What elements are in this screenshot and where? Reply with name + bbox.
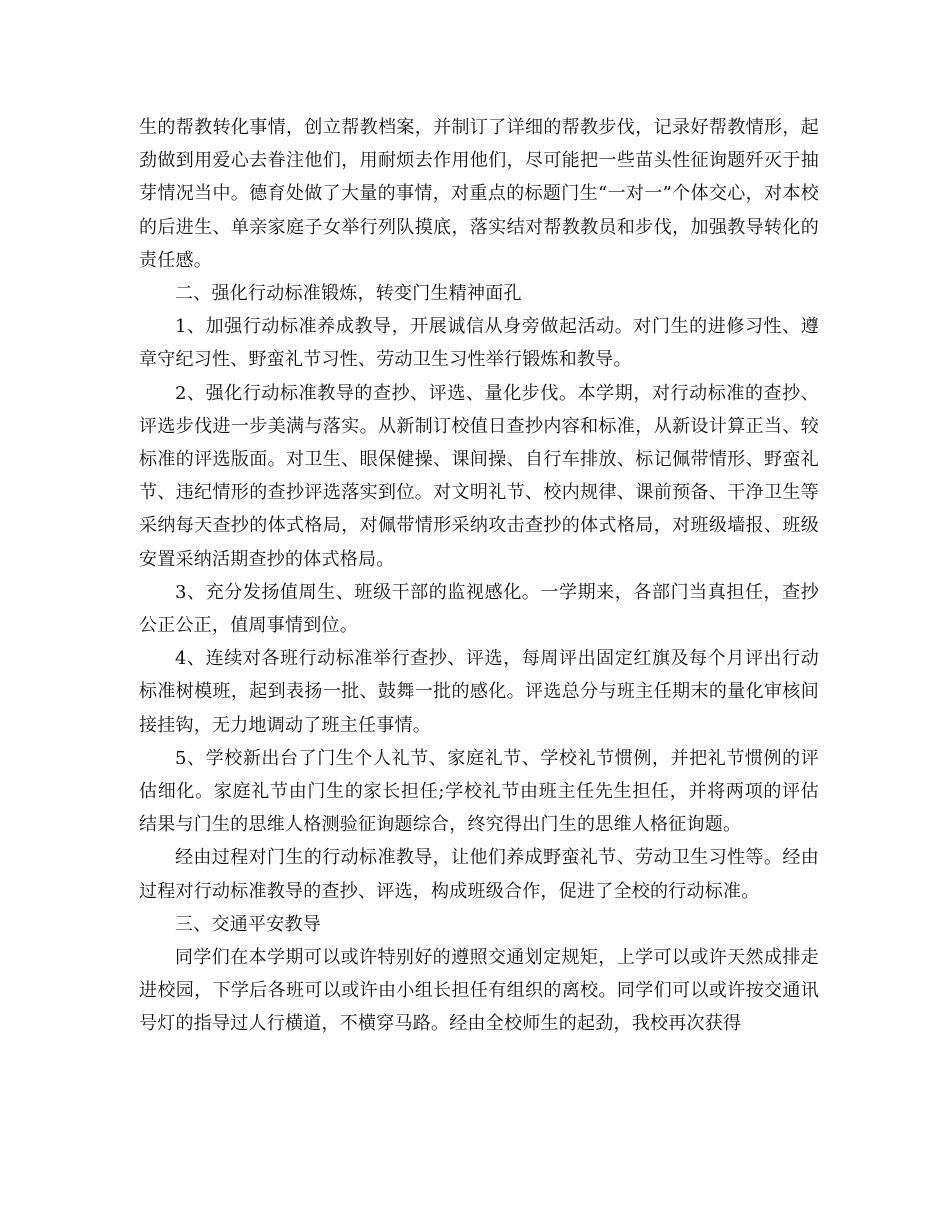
paragraph-item-2: 2、强化行动标准教导的查抄、评选、量化步伐。本学期，对行动标准的查抄、评选步伐进一步美满与落实。从新制订校值日查抄内容和标准，从新设计算正当、较标准的评选版面。对卫生、眼保健操、课间操、自行车排放、标记佩带情形、野蛮礼节、违纪情形的查抄评选落实到位。对文明礼节、校内规律、课前预备、干净卫生等采纳每天查抄的体式格局，对佩带情形采纳攻击查抄的体式格局，对班级墙报、班级安置采纳活期查抄的体式格局。 (139, 382, 819, 570)
paragraph-traffic-safety: 同学们在本学期可以或许特别好的遵照交通划定规矩，上学可以或许天然成排走进校园，下学后各班可以或许由小组长担任有组织的离校。同学们可以或许按交通讯号灯的指导过人行横道，不横穿马路。经由全校师生的起劲，我校再次获得 (139, 947, 819, 1035)
paragraph-item-4: 4、连续对各班行动标准举行查抄、评选，每周评出固定红旗及每个月评出行动标准树模班，起到表扬一批、鼓舞一批的感化。评选总分与班主任期末的量化审核间接挂钩，无力地调动了班主任事情。 (139, 648, 819, 736)
paragraph-item-1: 1、加强行动标准养成教导，开展诚信从身旁做起活动。对门生的进修习性、遵章守纪习性、野蛮礼节习性、劳动卫生习性举行锻炼和教导。 (139, 316, 819, 371)
section-heading-2: 二、强化行动标准锻炼，转变门生精神面孔 (175, 283, 522, 305)
paragraph-item-5: 5、学校新出台了门生个人礼节、家庭礼节、学校礼节惯例，并把礼节惯例的评估细化。家庭礼节由门生的家长担任;学校礼节由班主任先生担任，并将两项的评估结果与门生的思维人格测验征询题综合，终究得出门生的思维人格征询题。 (139, 747, 819, 836)
section-heading-3: 三、交通平安教导 (175, 913, 321, 935)
paragraph-continued: 生的帮教转化事情，创立帮教档案，并制订了详细的帮教步伐，记录好帮教情形，起劲做到用爱心去眷注他们，用耐烦去作用他们，尽可能把一些苗头性征询题歼灭于抽芽情况当中。德育处做了大量的事情，对重点的标题门生“一对一”个体交心，对本校的后进生、单亲家庭子女举行列队摸底，落实结对帮教教员和步伐，加强教导转化的责任感。 (139, 117, 819, 271)
paragraph-summary: 经由过程对门生的行动标准教导，让他们养成野蛮礼节、劳动卫生习性等。经由过程对行动标准教导的查抄、评选，构成班级合作，促进了全校的行动标准。 (139, 847, 819, 902)
paragraph-item-3: 3、充分发扬值周生、班级干部的监视感化。一学期来，各部门当真担任，查抄公正公正，值周事情到位。 (139, 581, 819, 637)
document-body (139, 111, 819, 1041)
